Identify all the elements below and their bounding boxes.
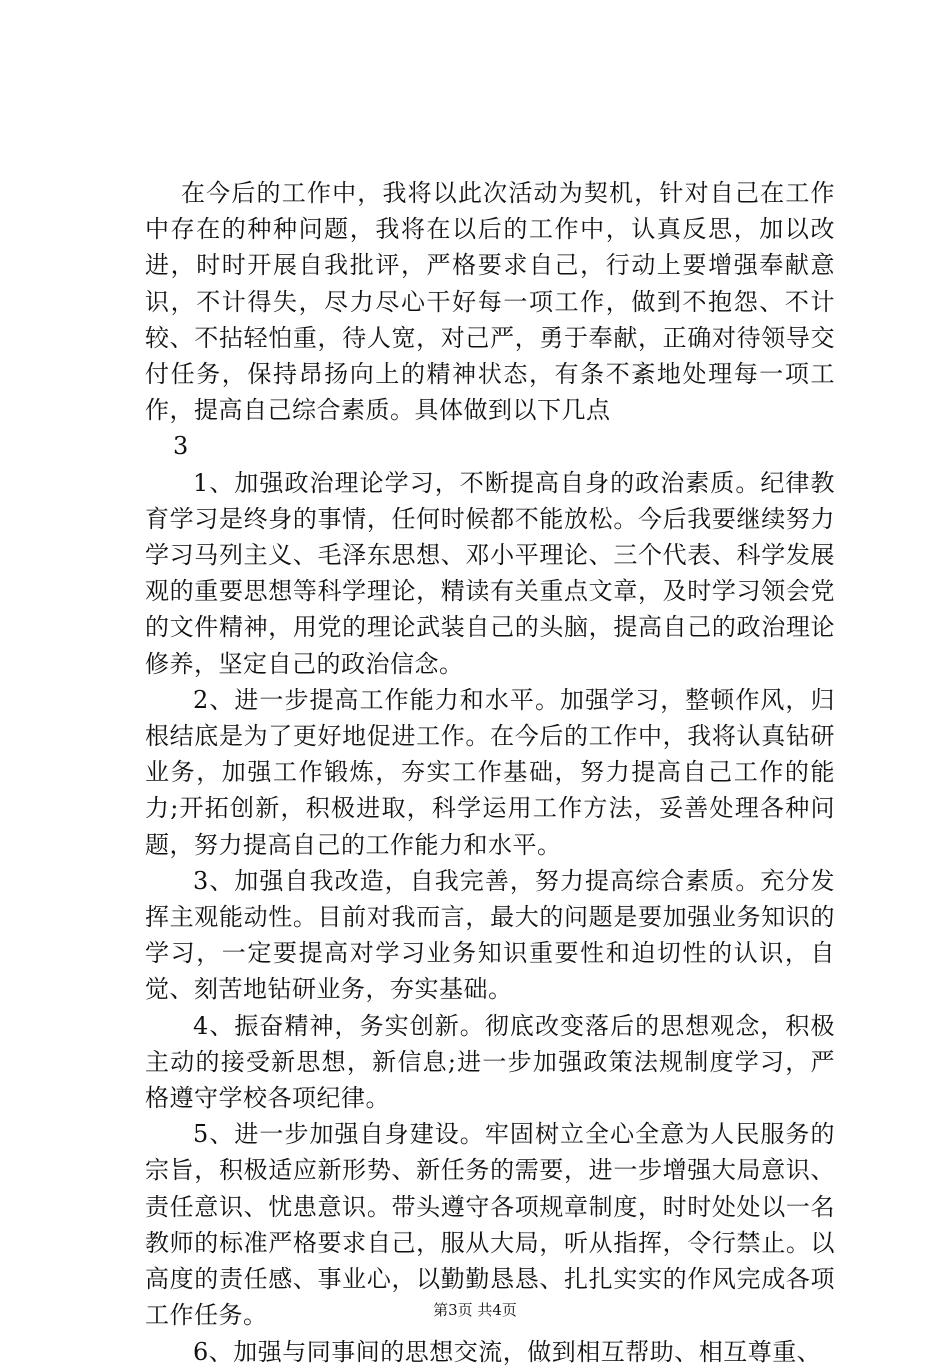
page-number-footer: 第3页 共4页: [433, 1301, 517, 1319]
intro-paragraph: 在今后的工作中，我将以此次活动为契机，针对自己在工作中存在的种种问题，我将在以后的工作中，认真反思，加以改进，时时开展自我批评，严格要求自己，行动上要增强奉献意识，不计得失，尽力尽心干好每一项工作，做到不抱怨、不计较、不拈轻怕重，待人宽，对己严，勇于奉献，正确对待领导交付任务，保持昂扬向上的精神状态，有条不紊地处理每一项工作，提高自己综合素质。具体做到以下几点: [145, 179, 835, 425]
item-5-paragraph: 5、进一步加强自身建设。牢固树立全心全意为人民服务的宗旨，积极适应新形势、新任务的需要，进一步增强大局意识、责任意识、忧患意识。带头遵守各项规章制度，时时处处以一名教师的标准严格要求自己，服从大局，听从指挥，令行禁止。以高度的责任感、事业心，以勤勤恳恳、扎扎实实的作风完成各项工作任务。: [145, 1120, 835, 1330]
item-1-paragraph: 1、加强政治理论学习，不断提高自身的政治素质。纪律教育学习是终身的事情，任何时候都不能放松。今后我要继续努力学习马列主义、毛泽东思想、邓小平理论、三个代表、科学发展观的重要思想等科学理论，精读有关重点文章，及时学习领会党的文件精神，用党的理论武装自己的头脑，提高自己的政治理论修养，坚定自己的政治信念。: [145, 468, 835, 678]
document-body: [145, 175, 835, 1370]
item-3-paragraph: 3、加强自我改造，自我完善，努力提高综合素质。充分发挥主观能动性。目前对我而言，最大的问题是要加强业务知识的学习，一定要提高对学习业务知识重要性和迫切性的认识，自觉、刻苦地钻研业务，夯实基础。: [145, 866, 835, 1004]
section-number: 3: [173, 432, 189, 461]
item-6-paragraph: 6、加强与同事间的思想交流，做到相互帮助、相互尊重、: [193, 1337, 822, 1366]
item-2-paragraph: 2、进一步提高工作能力和水平。加强学习，整顿作风，归根结底是为了更好地促进工作。在今后的工作中，我将认真钻研业务，加强工作锻炼，夯实工作基础，努力提高自己工作的能力;开拓创新，积极进取，科学运用工作方法，妥善处理各种问题，努力提高自己的工作能力和水平。: [145, 685, 835, 859]
item-4-paragraph: 4、振奋精神，务实创新。彻底改变落后的思想观念，积极主动的接受新思想，新信息;进一步加强政策法规制度学习，严格遵守学校各项纪律。: [145, 1011, 835, 1113]
